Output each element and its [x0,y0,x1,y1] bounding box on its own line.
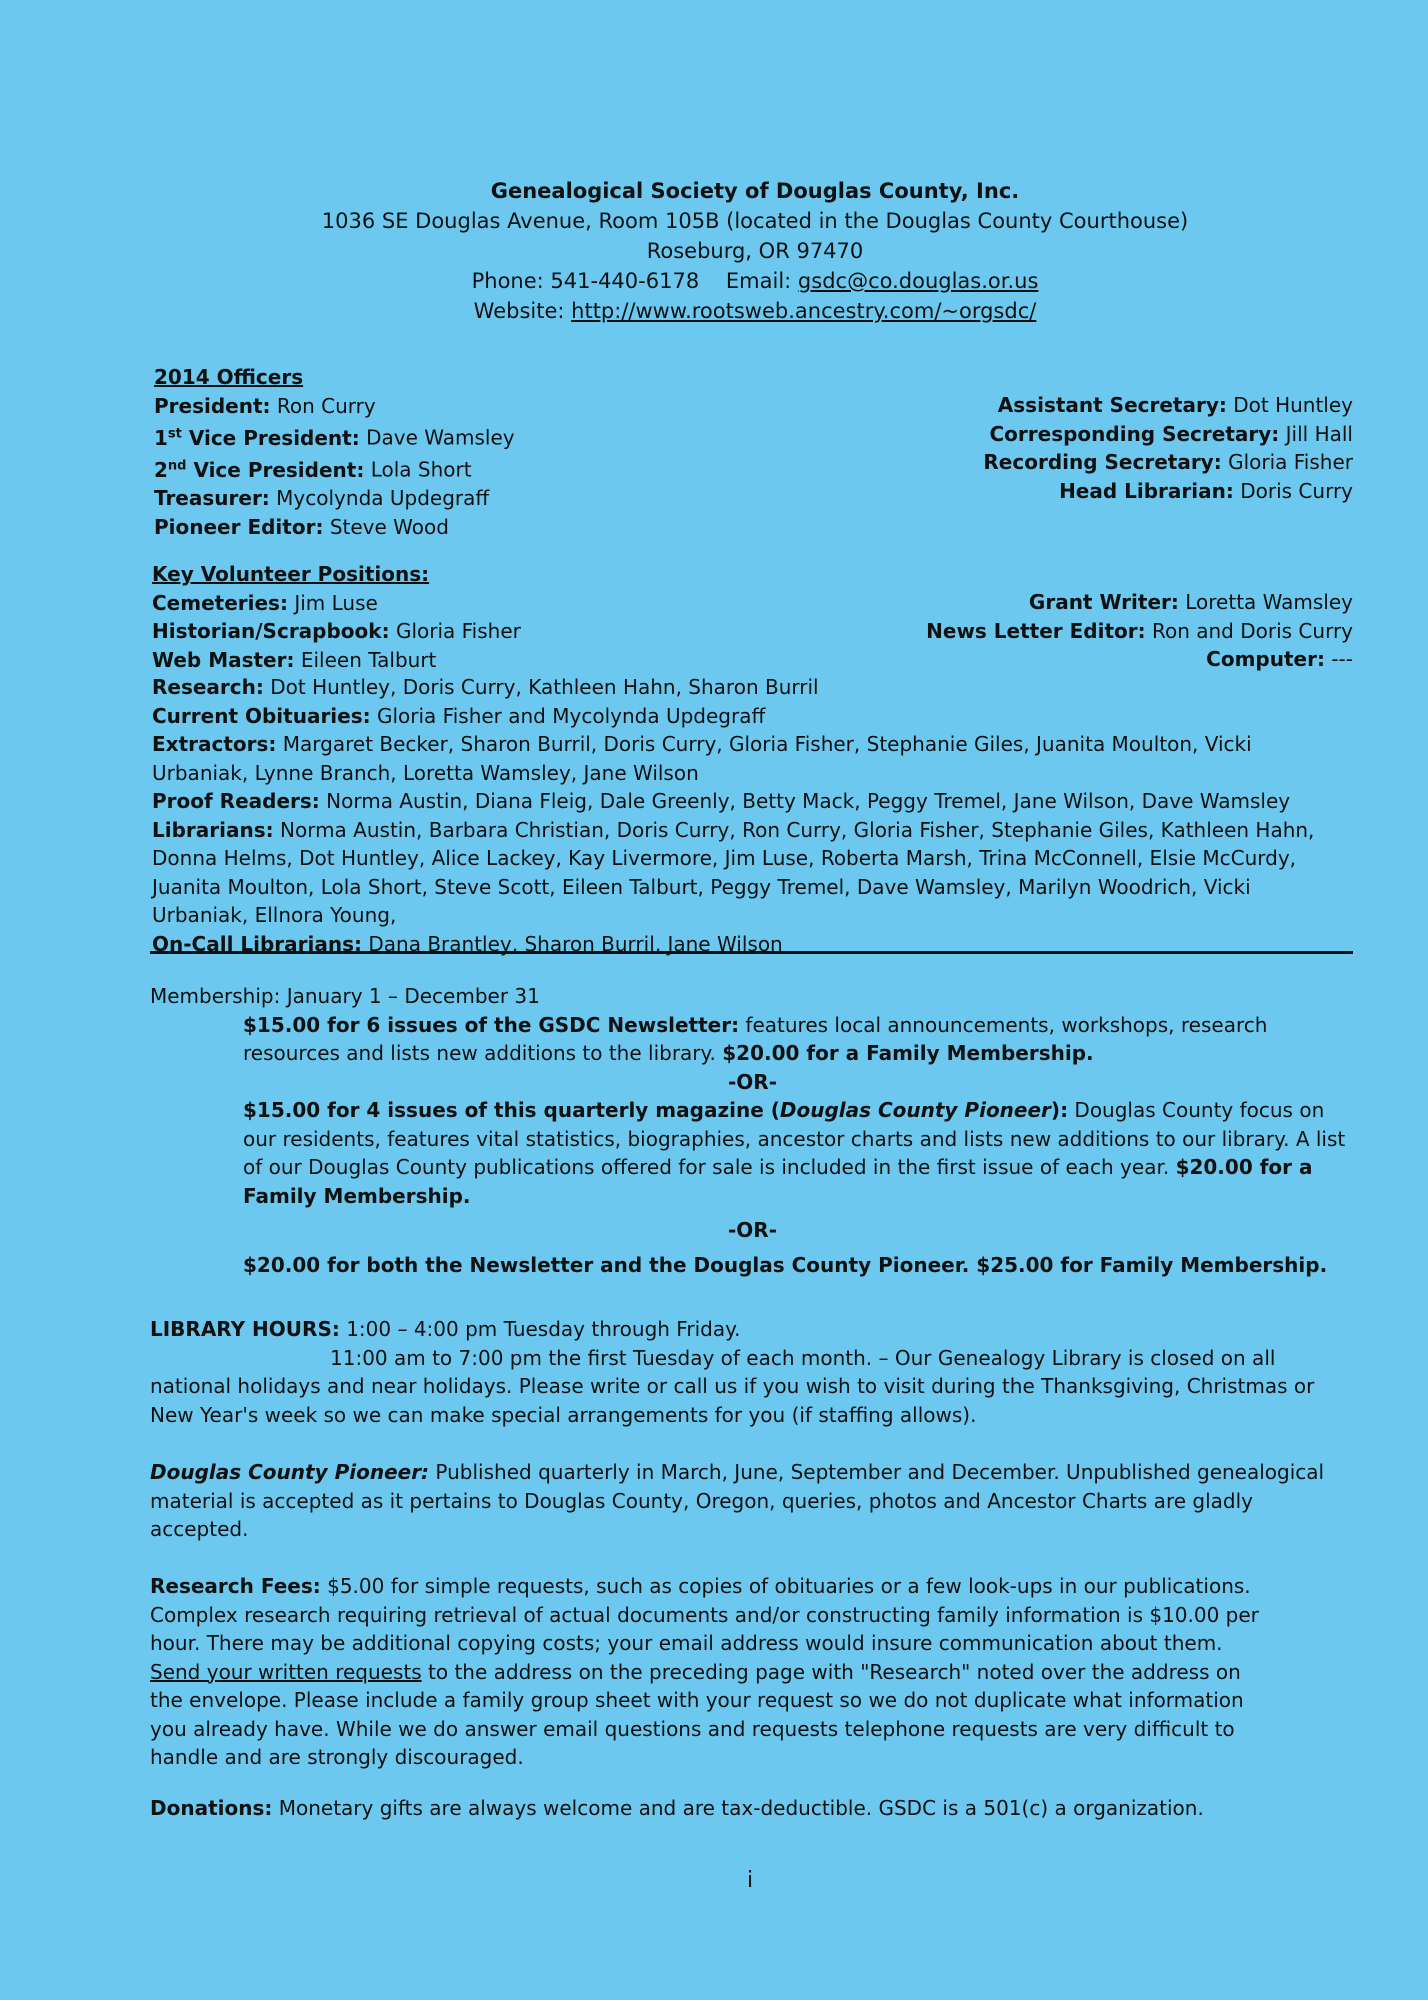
volunteer-row: Research: Dot Huntley, Doris Curry, Kathleen Hahn, Sharon Burril [152,675,819,699]
membership-intro: Membership: January 1 – December 31 [150,984,540,1008]
membership-section [150,982,1355,1279]
membership-option-pioneer: $15.00 for 4 issues of this quarterly magazine (Douglas County Pioneer): Douglas County focus on our residents, features vital statistics, biographies, ancestor charts and lists new additions to our library. A list of our Douglas County publications offered for sale is included in the first issue of each year. $20.00 for a Family Membership. [243,1098,1346,1208]
email-label: Email: [725,269,792,293]
section-divider [150,951,1353,954]
volunteer-row: News Letter Editor: Ron and Doris Curry [926,618,1353,643]
donations-section: Donations: Monetary gifts are always welcome and are tax-deductible. GSDC is a 501(c) a organization. [150,1796,1204,1820]
volunteer-row: On-Call Librarians: Dana Brantley, Sharon Burril, Jane Wilson [152,931,783,956]
officer-row: 1st Vice President: Dave Wamsley [154,425,515,450]
volunteer-row: Current Obituaries: Gloria Fisher and Mycolynda Updegraff [152,703,766,728]
membership-option-both: $20.00 for both the Newsletter and the Douglas County Pioneer. $25.00 for Family Membership. [243,1252,1328,1277]
officer-row: Pioneer Editor: Steve Wood [154,514,449,539]
officer-row: Assistant Secretary: Dot Huntley [997,393,1353,417]
volunteer-row: Proof Readers: Norma Austin, Diana Fleig, Dale Greenly, Betty Mack, Peggy Tremel, Jane Wilson, Dave Wamsley [152,789,1291,813]
address-line1: 1036 SE Douglas Avenue, Room 105B (located in the Douglas County Courthouse) [321,209,1189,233]
officers-heading: 2014 Officers [154,365,304,389]
officer-row: Treasurer: Mycolynda Updegraff [154,486,490,511]
or-divider: -OR- [727,1069,777,1094]
research-fees-label: Research Fees: [150,1574,321,1598]
volunteer-row: Extractors: Margaret Becker, Sharon Burril, Doris Curry, Gloria Fisher, Stephanie Giles, Juanita Moulton, Vicki Urbaniak, Lynne Branch, Loretta Wamsley, Jane Wilson [152,732,1252,785]
officer-row: Recording Secretary: Gloria Fisher [983,450,1353,474]
website-line [0,296,1428,326]
letterhead [0,176,1428,326]
send-requests-link: Send your written requests [150,1659,422,1684]
officer-row: President: Ron Curry [154,393,376,418]
phone: Phone: 541-440-6178 [471,269,700,293]
volunteer-row: Web Master: Eileen Talburt [152,647,437,672]
officers-left [154,363,714,541]
volunteer-row: Cemeteries: Jim Luse [152,590,378,615]
library-hours-label: LIBRARY HOURS: [150,1317,340,1341]
library-hours-section: LIBRARY HOURS: 1:00 – 4:00 pm Tuesday through Friday. 11:00 am to 7:00 pm the first Tuesday of each month. – Our Genealogy Library is closed on all national holidays and near holidays. Please write or call us if you wish to visit during the Thanksgiving, Christmas or New Year's week so we can make special arrangements for you (if staffing allows). [150,1315,1355,1429]
membership-option-newsletter: $15.00 for 6 issues of the GSDC Newsletter: features local announcements, workshops, research resources and lists new additions to the library. $20.00 for a Family Membership. [243,1012,1268,1065]
website-link[interactable]: http://www.rootsweb.ancestry.com/~orgsdc/ [571,299,1037,323]
officers-right [780,391,1353,505]
volunteer-row: Historian/Scrapbook: Gloria Fisher [152,619,521,643]
volunteers-heading: Key Volunteer Positions: [152,562,430,586]
org-name: Genealogical Society of Douglas County, Inc. [490,179,1020,203]
donations-label: Donations: [150,1796,273,1820]
volunteer-row: Grant Writer: Loretta Wamsley [1028,590,1353,614]
pioneer-label: Douglas County Pioneer: [150,1460,430,1484]
contact-line [0,266,1428,296]
volunteers-right [780,588,1353,674]
address-line2: Roseburg, OR 97470 [646,239,864,263]
or-divider: -OR- [727,1218,777,1242]
volunteers-left [152,560,712,674]
email-link[interactable]: gsdc@co.douglas.or.us [797,269,1039,293]
officer-row: Corresponding Secretary: Jill Hall [989,421,1353,446]
library-hours-detail: 11:00 am to 7:00 pm the first Tuesday of each month. – Our Genealogy Library is closed on all national holidays and near holidays. Please write or call us if you wish to visit during the Thanksgiving, Christmas or New Year's week so we can make special arrangements for you (if staffing allows). [150,1345,1315,1427]
volunteers-full [152,673,1352,958]
officer-row: Head Librarian: Doris Curry [1059,478,1353,503]
volunteer-row: Librarians: Norma Austin, Barbara Christian, Doris Curry, Ron Curry, Gloria Fisher, Stephanie Giles, Kathleen Hahn, Donna Helms, Dot Huntley, Alice Lackey, Kay Livermore, Jim Luse, Roberta Marsh, Trina McConnell, Elsie McCurdy, Juanita Moulton, Lola Short, Steve Scott, Eileen Talburt, Peggy Tremel, Dave Wamsley, Marilyn Woodrich, Vicki Urbaniak, Ellnora Young, [152,817,1315,927]
volunteer-row: Computer: --- [1206,647,1353,671]
website-label: Website: [473,299,565,323]
pioneer-section: Douglas County Pioneer: Published quarterly in March, June, September and December. Unpublished genealogical material is accepted as it pertains to Douglas County, Oregon, queries, photos and Ancestor Charts are gladly accepted. [150,1460,1325,1541]
research-fees-section: Research Fees: $5.00 for simple requests, such as copies of obituaries or a few look-ups in our publications. Complex research requiring retrieval of actual documents and/or constructing family information is $10.00 per hour. There may be additional copying costs; your email address would insure communication about them. Send your written requests to the address on the preceding page with "Research" noted over the address on the envelope. Please include a family group sheet with your request so we do not duplicate what information you already have. While we do answer email questions and requests telephone requests are very difficult to handle and are strongly discouraged. [150,1574,1259,1769]
officer-row: 2nd Vice President: Lola Short [154,457,472,482]
page-number: i [746,1868,754,1893]
